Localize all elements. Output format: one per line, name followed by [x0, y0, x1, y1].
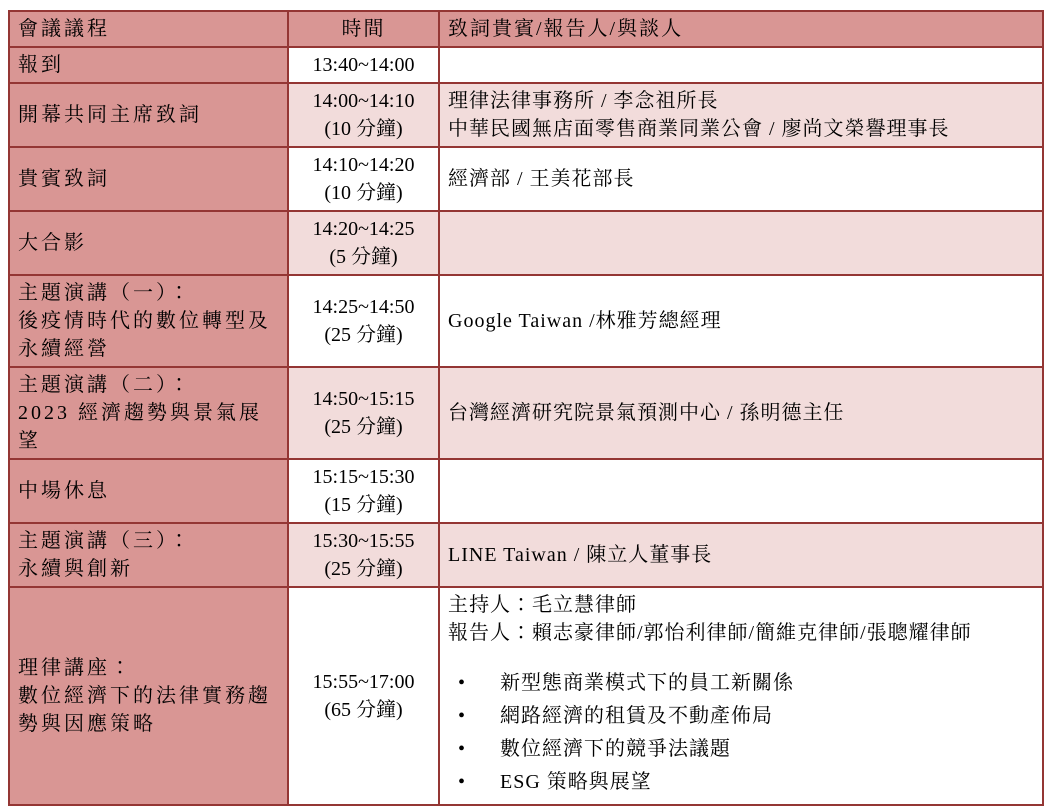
topic-bullet-item — [458, 702, 1034, 730]
speaker-cell — [439, 211, 1043, 275]
agenda-table — [8, 10, 1044, 806]
time-line: 14:50~15:15 — [312, 388, 415, 410]
table-row — [9, 47, 1043, 83]
agenda-line: 勢與因應策略 — [18, 713, 156, 735]
topic-bullet-item — [458, 768, 1034, 796]
bullet-text: 數位經濟下的競爭法議題 — [500, 738, 731, 760]
speaker-cell — [439, 367, 1043, 459]
agenda-line: 貴賓致詞 — [18, 168, 110, 190]
agenda-cell — [9, 587, 288, 805]
table-row — [9, 147, 1043, 211]
agenda-line: 大合影 — [18, 232, 87, 254]
speaker-line: 台灣經濟研究院景氣預測中心 / 孫明德主任 — [448, 402, 845, 424]
agenda-line: 永續經營 — [18, 338, 110, 360]
bullet-text: 新型態商業模式下的員工新關係 — [500, 672, 794, 694]
bullet-icon: • — [458, 771, 466, 793]
topic-bullet-item — [458, 669, 1034, 697]
agenda-line: 數位經濟下的法律實務趨 — [18, 685, 271, 707]
time-cell — [288, 211, 439, 275]
header-agenda: 會議議程 — [9, 11, 288, 47]
time-cell — [288, 147, 439, 211]
speaker-line: LINE Taiwan / 陳立人董事長 — [448, 544, 713, 566]
time-line: 15:15~15:30 — [312, 466, 415, 488]
time-line: 14:25~14:50 — [312, 296, 415, 318]
time-line: (15 分鐘) — [324, 494, 403, 516]
agenda-line: 主題演講（二）： — [18, 374, 192, 396]
speaker-line: 理律法律事務所 / 李念祖所長 — [448, 90, 719, 112]
time-cell — [288, 47, 439, 83]
agenda-line: 開幕共同主席致詞 — [18, 104, 202, 126]
bullet-icon: • — [458, 672, 466, 694]
time-cell — [288, 459, 439, 523]
agenda-cell — [9, 147, 288, 211]
agenda-line: 中場休息 — [18, 480, 110, 502]
header-time: 時間 — [288, 11, 439, 47]
agenda-cell — [9, 367, 288, 459]
speaker-cell — [439, 459, 1043, 523]
agenda-line: 主題演講（三）： — [18, 530, 192, 552]
time-cell — [288, 587, 439, 805]
table-header-row — [9, 11, 1043, 47]
topic-bullet-item — [458, 735, 1034, 763]
speaker-line: 中華民國無店面零售商業同業公會 / 廖尚文榮譽理事長 — [448, 118, 950, 140]
time-line: (25 分鐘) — [324, 324, 403, 346]
table-row — [9, 523, 1043, 587]
time-line: (25 分鐘) — [324, 558, 403, 580]
agenda-table-body — [9, 47, 1043, 805]
speaker-cell — [439, 83, 1043, 147]
table-row — [9, 211, 1043, 275]
table-row — [9, 275, 1043, 367]
agenda-cell — [9, 211, 288, 275]
agenda-line: 2023 經濟趨勢與景氣展望 — [18, 402, 262, 452]
speaker-cell — [439, 523, 1043, 587]
agenda-line: 理律講座： — [18, 657, 133, 679]
agenda-cell — [9, 83, 288, 147]
agenda-cell — [9, 275, 288, 367]
speaker-line: 主持人：毛立慧律師 — [448, 594, 637, 616]
agenda-line: 永續與創新 — [18, 558, 133, 580]
speaker-cell — [439, 47, 1043, 83]
time-line: 13:40~14:00 — [312, 54, 415, 76]
time-cell — [288, 367, 439, 459]
table-row — [9, 83, 1043, 147]
time-line: 14:00~14:10 — [312, 90, 415, 112]
topic-bullet-list — [448, 669, 1034, 796]
table-row — [9, 587, 1043, 805]
time-line: 14:10~14:20 — [312, 154, 415, 176]
time-cell — [288, 275, 439, 367]
time-line: 15:30~15:55 — [312, 530, 415, 552]
time-line: 15:55~17:00 — [312, 671, 415, 693]
time-line: (10 分鐘) — [324, 118, 403, 140]
time-line: (10 分鐘) — [324, 182, 403, 204]
time-line: (5 分鐘) — [329, 246, 398, 268]
speaker-line: 報告人：賴志豪律師/郭怡利律師/簡維克律師/張聰耀律師 — [448, 622, 972, 644]
speaker-cell — [439, 275, 1043, 367]
table-row — [9, 367, 1043, 459]
time-line: 14:20~14:25 — [312, 218, 415, 240]
header-speakers: 致詞貴賓/報告人/與談人 — [439, 11, 1043, 47]
bullet-icon: • — [458, 705, 466, 727]
agenda-cell — [9, 523, 288, 587]
speaker-cell — [439, 147, 1043, 211]
bullet-text: 網路經濟的租賃及不動產佈局 — [500, 705, 773, 727]
table-row — [9, 459, 1043, 523]
agenda-line: 後疫情時代的數位轉型及 — [18, 310, 271, 332]
time-line: (25 分鐘) — [324, 416, 403, 438]
bullet-text: ESG 策略與展望 — [500, 771, 652, 793]
speaker-line: 經濟部 / 王美花部長 — [448, 168, 635, 190]
bullet-icon: • — [458, 738, 466, 760]
speaker-cell — [439, 587, 1043, 805]
agenda-line: 報到 — [18, 54, 64, 76]
speaker-line: Google Taiwan /林雅芳總經理 — [448, 310, 722, 332]
time-cell — [288, 83, 439, 147]
agenda-line: 主題演講（一）： — [18, 282, 192, 304]
time-cell — [288, 523, 439, 587]
time-line: (65 分鐘) — [324, 699, 403, 721]
agenda-cell — [9, 459, 288, 523]
agenda-cell — [9, 47, 288, 83]
